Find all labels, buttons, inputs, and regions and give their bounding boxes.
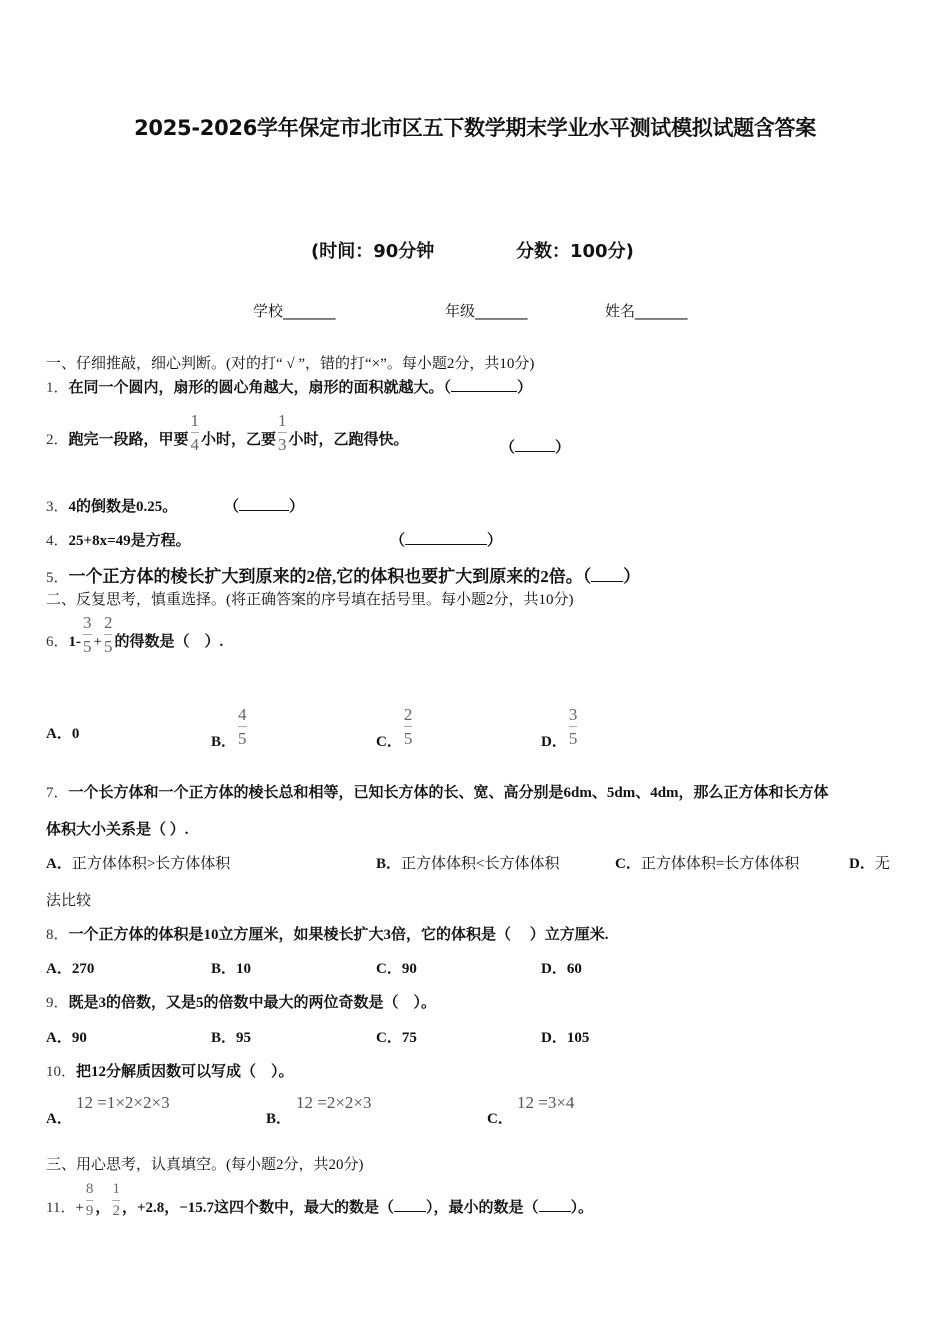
- option-10c[interactable]: [487, 1107, 513, 1128]
- option-6d[interactable]: [541, 705, 579, 750]
- question-number: 9．: [46, 995, 69, 1011]
- denominator: 5: [238, 729, 247, 748]
- denominator: 5: [568, 729, 578, 748]
- question-text: ），最小的数是（: [426, 1199, 539, 1216]
- option-8b[interactable]: [211, 957, 251, 978]
- question-8: [46, 923, 609, 944]
- option-label: C．: [376, 1030, 402, 1046]
- paren-close: ）: [555, 440, 571, 456]
- fraction: [404, 706, 413, 747]
- option-8a[interactable]: [46, 957, 94, 978]
- numerator: 1: [191, 412, 200, 433]
- question-text: 小时，乙跑得快。: [288, 431, 409, 448]
- question-number: 4．: [46, 533, 69, 549]
- option-label: B．: [266, 1111, 292, 1127]
- question-3-answer: [224, 495, 304, 516]
- denominator: 3: [278, 435, 287, 454]
- option-value: 270: [71, 961, 95, 977]
- question-10: [46, 1060, 294, 1081]
- question-number: 1．: [46, 380, 69, 396]
- numerator: 8: [86, 1182, 94, 1201]
- question-5: [46, 562, 640, 587]
- denominator: 9: [85, 1203, 94, 1219]
- question-text: 一个长方体和一个正方体的棱长总和相等，已知长方体的长、宽、高分别是6dm、5dm、4dm，那么正方体和长方体: [68, 785, 829, 801]
- school-field[interactable]: 学校_______: [253, 302, 336, 320]
- question-text: 既是3的倍数，又是5的倍数中最大的两位奇数是（ ）。: [68, 995, 437, 1011]
- option-label: C．: [487, 1111, 513, 1127]
- denominator: 5: [103, 637, 113, 656]
- question-2: [46, 411, 409, 461]
- option-value: 90: [401, 961, 417, 977]
- fraction: [569, 706, 578, 747]
- option-7d[interactable]: [849, 852, 890, 873]
- time-label: (时间：90分钟: [311, 241, 435, 262]
- question-number: 7．: [46, 785, 69, 801]
- option-8d[interactable]: [541, 957, 582, 978]
- score-label: 分数：100分): [516, 241, 634, 262]
- option-7a[interactable]: [46, 852, 230, 873]
- answer-blank[interactable]: [451, 377, 517, 392]
- denominator: 2: [112, 1203, 120, 1219]
- question-6: [46, 613, 224, 663]
- option-6b[interactable]: [211, 705, 249, 750]
- question-text: 4的倒数是0.25。: [68, 499, 178, 515]
- numerator: 2: [104, 614, 113, 635]
- fraction: [191, 412, 200, 453]
- question-4: [46, 529, 191, 550]
- option-label: D．: [541, 1030, 567, 1046]
- fraction: [278, 412, 287, 453]
- question-7-line2: 体积大小关系是（ ）.: [46, 822, 189, 838]
- option-label: C．: [376, 961, 402, 977]
- paren-close: ）: [289, 499, 305, 515]
- question-7: [46, 781, 829, 802]
- fraction: [238, 706, 247, 747]
- question-11: [46, 1181, 594, 1227]
- denominator: 4: [190, 435, 200, 454]
- answer-blank[interactable]: [405, 530, 487, 545]
- answer-blank[interactable]: [591, 567, 623, 582]
- question-2-answer: [500, 436, 570, 457]
- option-label: B．: [211, 961, 237, 977]
- option-value: 正方体体积<长方体体积: [401, 856, 560, 872]
- denominator: 5: [403, 729, 413, 748]
- question-number: 11．: [46, 1199, 76, 1216]
- option-label: A．: [46, 1030, 72, 1046]
- question-text: 一个正方体的体积是10立方厘米，如果棱长扩大3倍，它的体积是（ ）立方厘米.: [68, 927, 609, 943]
- question-1: [46, 376, 532, 397]
- question-9: [46, 991, 436, 1012]
- paren-close: ）: [623, 567, 641, 586]
- option-label: A．: [46, 961, 72, 977]
- option-label: B．: [211, 1030, 237, 1046]
- option-label: B．: [211, 733, 237, 750]
- option-label: A．: [46, 856, 72, 872]
- option-9a[interactable]: [46, 1026, 87, 1047]
- question-number: 3．: [46, 499, 69, 515]
- numerator: 1: [112, 1182, 120, 1201]
- option-label: D．: [541, 733, 567, 750]
- separator: ，: [95, 1199, 111, 1216]
- option-label: D．: [541, 961, 567, 977]
- option-9d[interactable]: [541, 1026, 589, 1047]
- option-value: 75: [401, 1030, 417, 1046]
- document-title: 2025-2026学年保定市北市区五下数学期末学业水平测试模拟试题含答案: [134, 116, 816, 140]
- operator: +: [93, 633, 102, 650]
- paren-close: ）: [517, 380, 533, 396]
- question-text: 的得数是（ ）.: [114, 633, 224, 650]
- option-7c[interactable]: [615, 852, 799, 873]
- question-text: 25+8x=49是方程。: [68, 533, 191, 549]
- option-7d-wrap: 法比较: [46, 893, 92, 909]
- question-number: 6．: [46, 633, 69, 650]
- option-10b[interactable]: [266, 1107, 291, 1128]
- paren-open: （: [224, 499, 240, 515]
- grade-field[interactable]: 年级_______: [445, 302, 528, 320]
- option-value: 正方体体积=长方体体积: [640, 856, 800, 872]
- question-3: [46, 495, 177, 516]
- option-label: C．: [615, 856, 641, 872]
- option-8c[interactable]: [376, 957, 417, 978]
- numerator: 4: [238, 706, 247, 727]
- paren-open: （: [390, 533, 406, 549]
- fraction: [112, 1182, 120, 1219]
- section-3-heading: 三、用心思考，认真填空。(每小题2分，共20分): [46, 1157, 364, 1173]
- question-number: 5．: [46, 570, 69, 586]
- option-value: 105: [566, 1030, 590, 1046]
- numerator: 3: [569, 706, 578, 727]
- question-text: 跑完一段路，甲要: [68, 431, 189, 448]
- option-label: B．: [376, 856, 402, 872]
- question-4-answer: [390, 529, 502, 550]
- question-number: 8．: [46, 927, 69, 943]
- option-9b[interactable]: [211, 1026, 251, 1047]
- option-6c[interactable]: [376, 705, 414, 750]
- paren-close: ）。: [570, 1199, 594, 1216]
- option-value: 无: [874, 856, 890, 872]
- question-text: ，+2.8，−15.7这四个数中，最大的数是（: [121, 1199, 395, 1216]
- section-1-heading: 一、仔细推敲，细心判断。(对的打“ √ ”，错的打“×”。每小题2分，共10分): [46, 356, 535, 372]
- option-value: 60: [566, 961, 582, 977]
- option-10b-expression: 12 =2×2×3: [296, 1093, 372, 1112]
- answer-blank-max[interactable]: [394, 1197, 426, 1212]
- fraction: [86, 1182, 94, 1219]
- option-value: 90: [71, 1030, 87, 1046]
- question-number: 10．: [46, 1064, 77, 1080]
- option-value: 95: [236, 1030, 252, 1046]
- option-10a-expression: 12 =1×2×2×3: [76, 1093, 170, 1112]
- option-9c[interactable]: [376, 1026, 417, 1047]
- option-label: D．: [849, 856, 875, 872]
- numerator: 1: [278, 412, 287, 433]
- answer-blank[interactable]: [515, 437, 555, 452]
- numerator: 3: [83, 614, 92, 635]
- option-10c-expression: 12 =3×4: [517, 1093, 575, 1112]
- denominator: 5: [83, 637, 92, 656]
- question-text: 把12分解质因数可以写成（ ）。: [76, 1064, 294, 1080]
- numerator: 2: [404, 706, 413, 727]
- answer-blank[interactable]: [239, 496, 289, 511]
- option-7b[interactable]: [376, 852, 559, 873]
- fraction: [83, 614, 92, 655]
- option-6a[interactable]: [46, 722, 79, 743]
- sign: +: [75, 1199, 84, 1216]
- option-label: A．: [46, 1111, 72, 1127]
- question-text: 在同一个圆内，扇形的圆心角越大，扇形的面积就越大。（: [68, 380, 452, 396]
- paren-close: ）: [487, 533, 503, 549]
- name-field[interactable]: 姓名_______: [605, 302, 688, 320]
- section-2-heading: 二、反复思考，慎重选择。(将正确答案的序号填在括号里。每小题2分，共10分): [46, 592, 574, 608]
- option-value: 正方体体积>长方体体积: [71, 856, 231, 872]
- option-label: A．: [46, 726, 72, 742]
- option-label: C．: [376, 733, 402, 750]
- question-number: 2．: [46, 431, 69, 448]
- question-text: 小时，乙要: [201, 431, 277, 448]
- fraction: [104, 614, 113, 655]
- answer-blank-min[interactable]: [539, 1197, 571, 1212]
- paren-open: （: [500, 440, 516, 456]
- option-value: 0: [71, 726, 80, 742]
- expression-prefix: 1-: [68, 633, 82, 650]
- question-text: 一个正方体的棱长扩大到原来的2倍,它的体积也要扩大到原来的2倍。（: [68, 567, 592, 586]
- option-value: 10: [236, 961, 252, 977]
- option-10a[interactable]: [46, 1107, 72, 1128]
